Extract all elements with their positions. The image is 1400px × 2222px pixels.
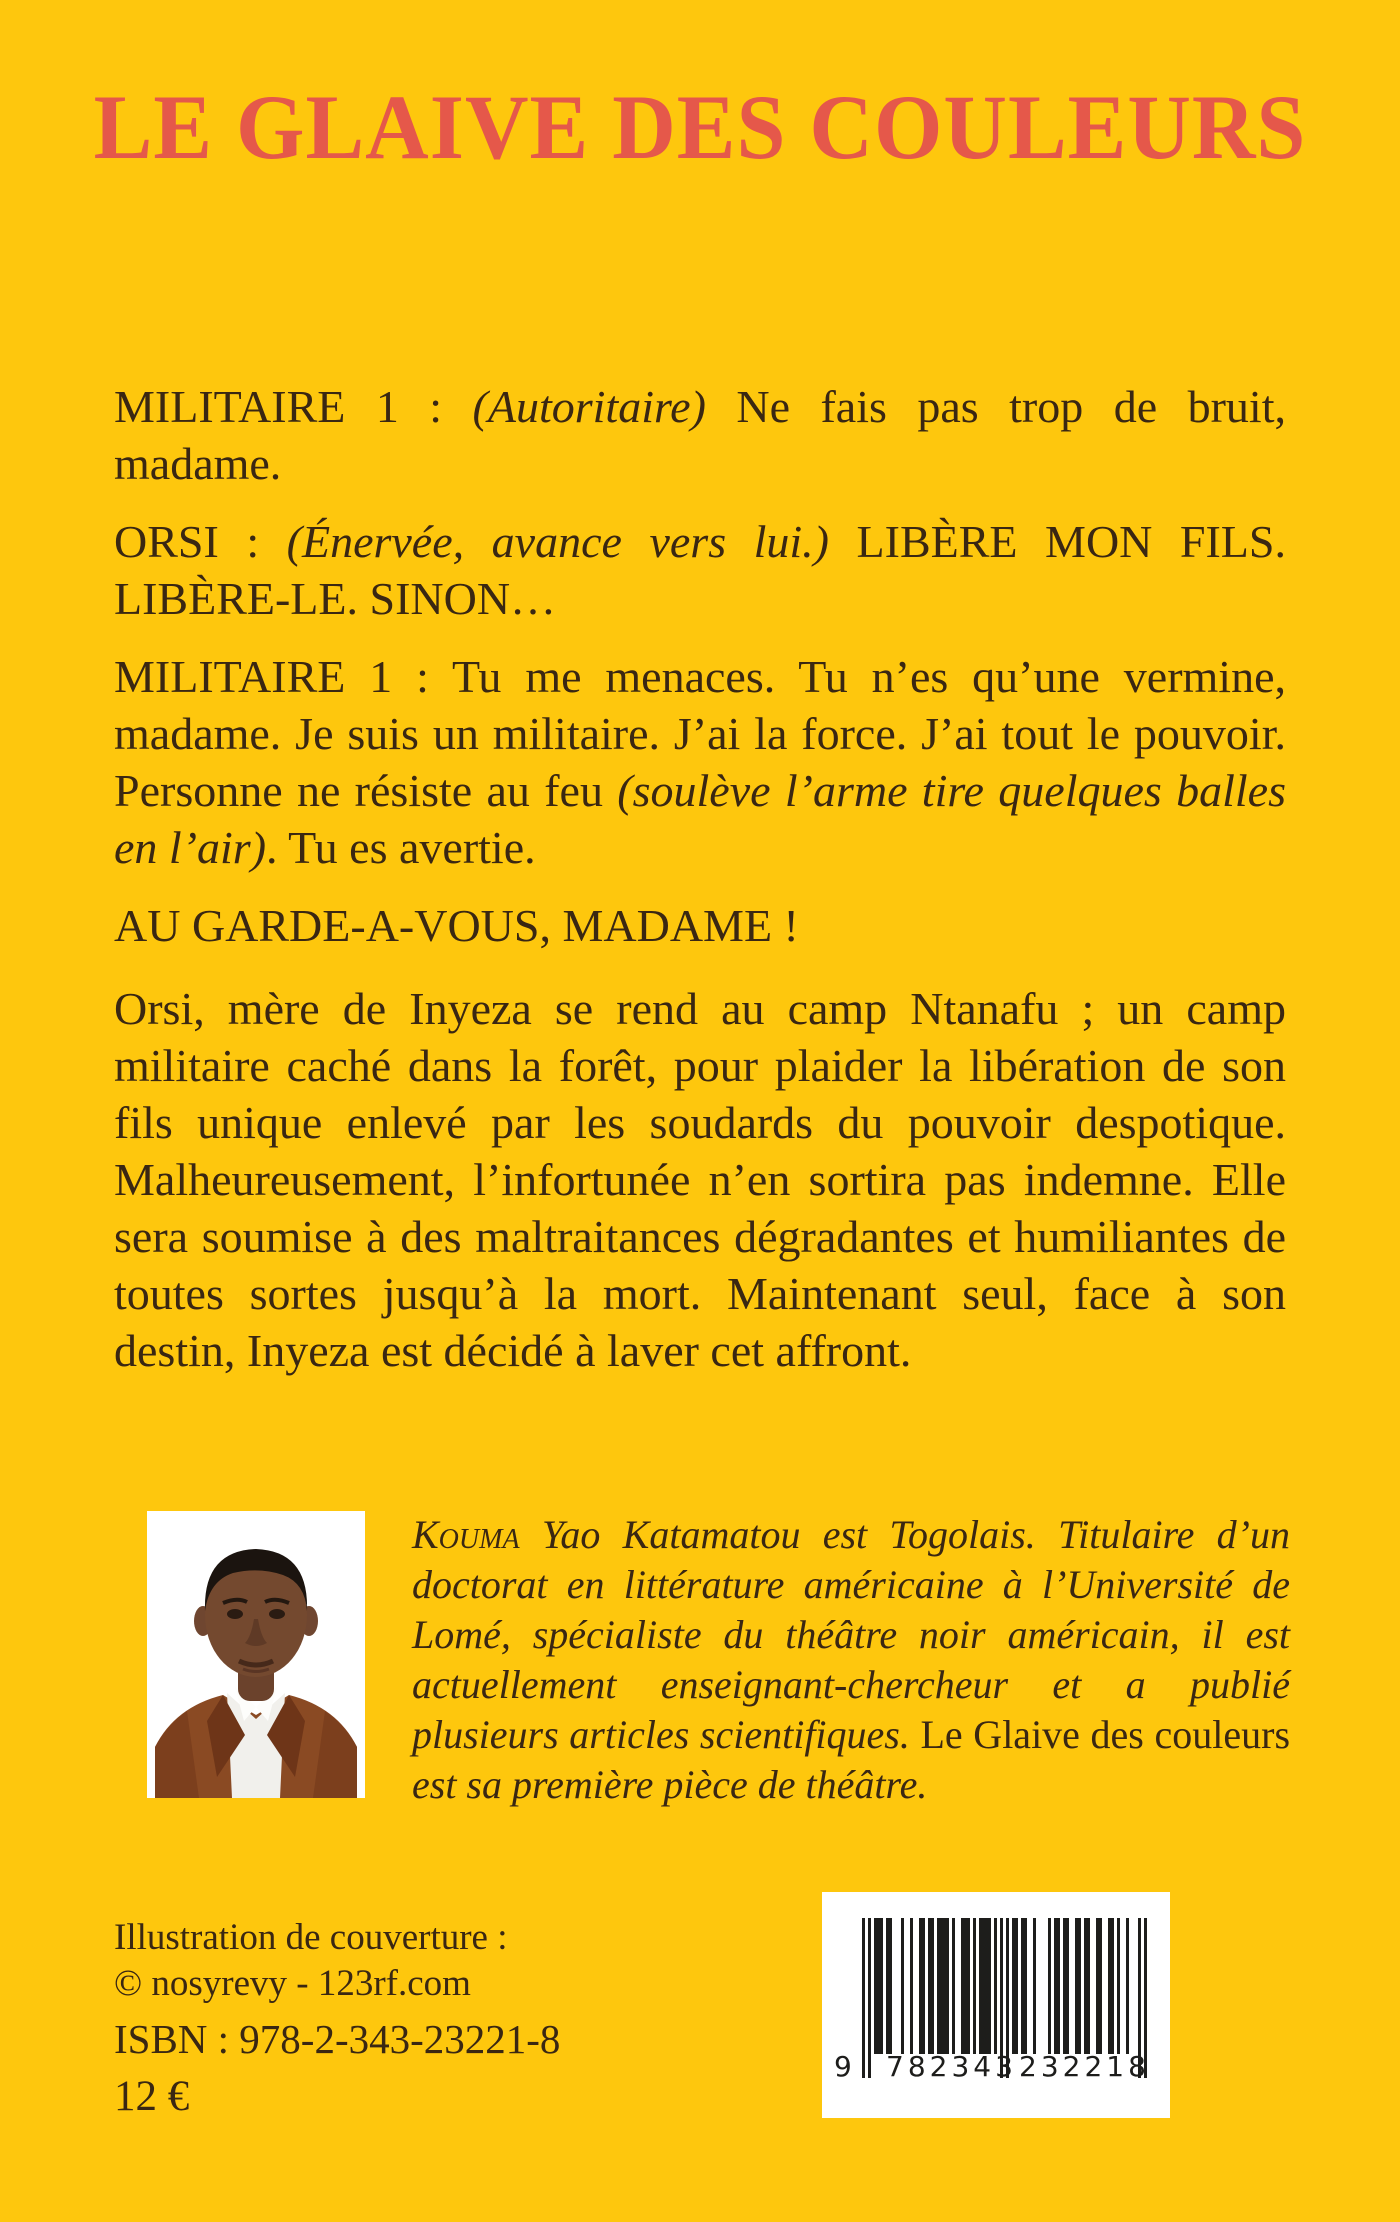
book-title: LE GLAIVE DES COULEURS (93, 76, 1307, 179)
dialogue-excerpt (114, 378, 1286, 954)
author-bio (412, 1510, 1290, 1810)
credit-line-1: Illustration de couverture : (114, 1917, 508, 1958)
stage-direction: (Autoritaire) (472, 381, 706, 432)
barcode-panel (822, 1892, 1170, 2118)
author-portrait-illustration (147, 1511, 365, 1798)
cover-illustration-credit (114, 1915, 508, 2007)
isbn-text: ISBN : 978-2-343-23221-8 (114, 2016, 561, 2062)
text-run: LIBÈRE MON FILS. LIBÈRE-LE. SINON… (114, 516, 1286, 624)
text-run: MILITAIRE 1 : (114, 381, 473, 432)
text-run: est Togolais. Titulaire d’un doctorat en littérature américaine à l’Université de Lomé, spécialiste du théâtre noir américain, il est actuellement enseignant-chercheur et a publié plusieurs articles scientifiques. (412, 1512, 1290, 1757)
price-text: 12 € (114, 2073, 190, 2120)
author-firstnames: Yao Katamatou (519, 1512, 823, 1557)
stage-direction: (soulève l’arme tire quelques balles en l’air) (114, 765, 1286, 873)
stage-direction: (Énervée, avance vers lui.) (286, 516, 829, 567)
barcode-digits (822, 2050, 1170, 2090)
text-run: MILITAIRE 1 : Tu me menaces. Tu n’es qu’une vermine, madame. Je suis un militaire. J’ai la force. J’ai tout le pouvoir. Personne ne résiste au feu (114, 651, 1286, 816)
dialogue-paragraph (114, 897, 1286, 954)
text-run: ORSI : (114, 516, 287, 567)
text-run: . Tu es avertie. (266, 822, 536, 873)
author-photo (147, 1511, 365, 1798)
dialogue-paragraph (114, 378, 1286, 492)
author-surname: Kouma (412, 1512, 520, 1557)
credit-line-2: © nosyrevy - 123rf.com (114, 1963, 471, 2004)
book-title-mention: Le Glaive des couleurs (920, 1712, 1291, 1757)
barcode-left-group: 782343 (886, 2050, 1017, 2083)
dialogue-paragraph (114, 648, 1286, 876)
synopsis-paragraph: Orsi, mère de Inyeza se rend au camp Ntanafu ; un camp militaire caché dans la forêt, pour plaider la libération de son fils unique enlevé par les soudards du pouvoir despotique. Malheureusement, l’infortunée n’en sortira pas indemne. Elle sera soumise à des maltraitances dégradantes et humiliantes de toutes sortes jusqu’à la mort. Maintenant seul, face à son destin, Inyeza est décidé à laver cet affront. (114, 983, 1286, 1376)
text-run: est sa première pièce de théâtre. (412, 1762, 928, 1807)
text-run: Ne fais pas trop de bruit, madame. (114, 381, 1286, 489)
barcode-lead-digit: 9 (834, 2050, 852, 2083)
text-run: AU GARDE-A-VOUS, MADAME ! (114, 900, 799, 951)
dialogue-paragraph (114, 513, 1286, 627)
barcode-right-group: 232218 (1019, 2050, 1150, 2083)
